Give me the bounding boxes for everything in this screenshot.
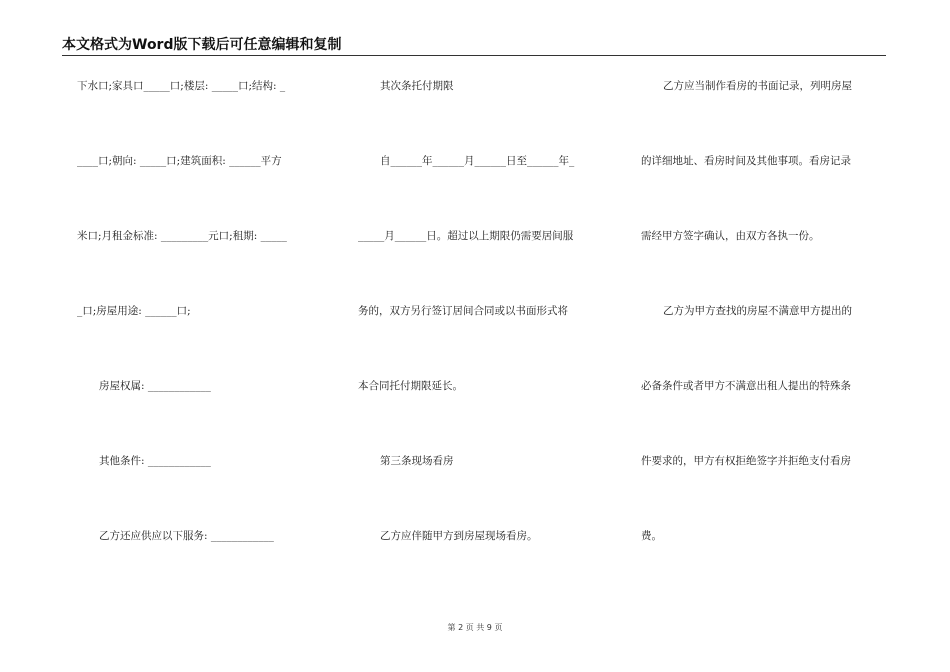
section-heading: 其次条托付期限: [380, 80, 454, 92]
text-line: _口;房屋用途: ______口;: [77, 305, 191, 317]
text-line: 米口;月租金标准: _________元口;租期: _____: [77, 230, 287, 242]
text-line: 费。: [641, 530, 662, 542]
text-column-3: [641, 78, 886, 603]
text-line: 房屋权属: ____________: [99, 380, 211, 392]
text-line: ____口;朝向: _____口;建筑面积: ______平方: [77, 155, 282, 167]
text-line: 的详细地址、看房时间及其他事项。看房记录: [641, 155, 851, 167]
text-line: _____月______日。超过以上期限仍需要居间服: [358, 230, 574, 242]
text-line: 下水口;家具口_____口;楼层: _____口;结构: _: [77, 80, 286, 92]
text-line: 乙方为甲方查找的房屋不满意甲方提出的: [663, 305, 852, 317]
text-line: 需经甲方签字确认，由双方各执一份。: [641, 230, 820, 242]
text-column-1: [77, 78, 327, 603]
text-line: 乙方应当制作看房的书面记录，列明房屋: [663, 80, 852, 92]
text-line: 乙方还应供应以下服务: ____________: [99, 530, 274, 542]
text-line: 必备条件或者甲方不满意出租人提出的特殊条: [641, 380, 851, 392]
section-heading: 第三条现场看房: [380, 455, 454, 467]
text-line: 件要求的，甲方有权拒绝签字并拒绝支付看房: [641, 455, 851, 467]
text-line: 乙方应伴随甲方到房屋现场看房。: [380, 530, 538, 542]
document-header-title: 本文格式为Word版下载后可任意编辑和复制: [62, 37, 342, 53]
text-line: 自______年______月______日至______年_: [380, 155, 575, 167]
text-column-2: [358, 78, 608, 603]
text-line: 本合同托付期限延长。: [358, 380, 463, 392]
text-line: 其他条件: ____________: [99, 455, 211, 467]
header-divider: [62, 55, 886, 56]
page-number-footer: 第 2 页 共 9 页: [447, 623, 503, 632]
text-line: 务的，双方另行签订居间合同或以书面形式将: [358, 305, 568, 317]
